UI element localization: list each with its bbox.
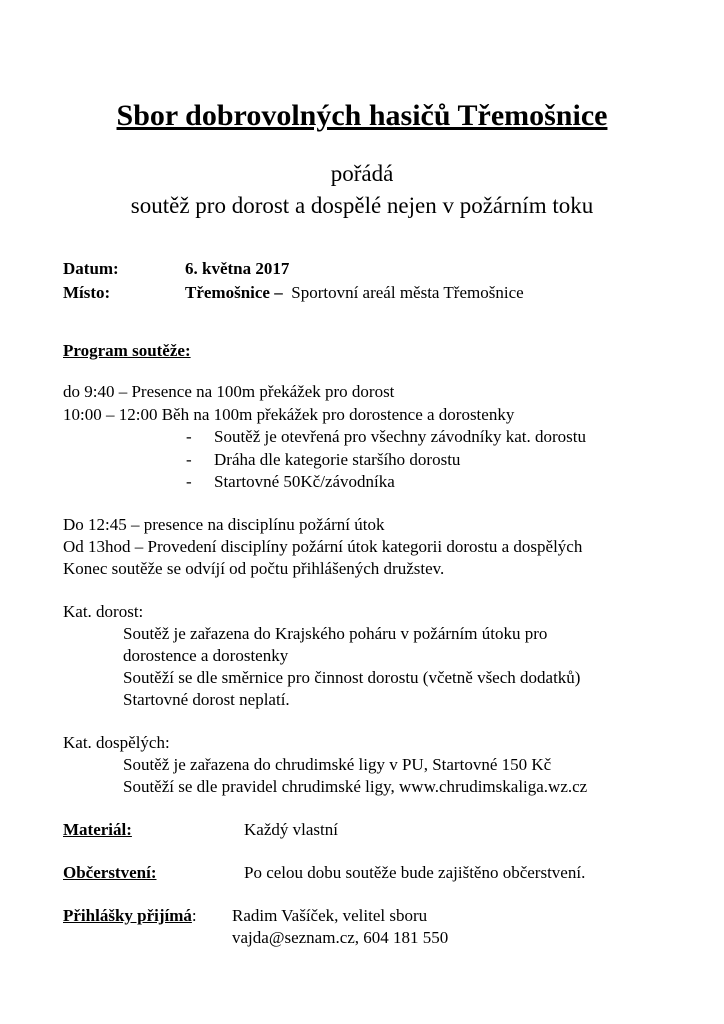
program-line: Od 13hod – Provedení disciplíny požární útok kategorii dorostu a dospělých xyxy=(63,537,583,556)
kat-dorost-line: dorostence a dorostenky xyxy=(123,646,289,665)
registration-label-row xyxy=(63,905,197,927)
refreshment-value: Po celou dobu soutěže bude zajištěno občerstvení. xyxy=(244,863,586,882)
place-value: Sportovní areál města Třemošnice xyxy=(291,283,524,302)
date-value: 6. května 2017 xyxy=(185,259,290,278)
bullet-mark: - xyxy=(186,450,192,469)
place-row xyxy=(185,282,524,304)
material-value: Každý vlastní xyxy=(244,820,338,839)
kat-dospelych-line: Soutěží se dle pravidel chrudimské ligy, www.chrudimskaliga.wz.cz xyxy=(123,777,588,796)
kat-dorost-heading: Kat. dorost: xyxy=(63,602,144,621)
program-bullet: Soutěž je otevřená pro všechny závodníky kat. dorostu xyxy=(214,427,587,446)
refreshment-label: Občerstvení: xyxy=(63,863,157,882)
registration-contact-name: Radim Vašíček, velitel sboru xyxy=(232,906,428,925)
registration-colon: : xyxy=(191,906,197,925)
program-heading: Program soutěže: xyxy=(63,341,191,360)
kat-dorost-line: Soutěží se dle směrnice pro činnost dorostu (včetně všech dodatků) xyxy=(123,668,581,687)
place-label: Místo: xyxy=(63,283,111,302)
program-bullet: Dráha dle kategorie staršího dorostu xyxy=(214,450,461,469)
registration-contact-info: vajda@seznam.cz, 604 181 550 xyxy=(232,928,449,947)
program-line: do 9:40 – Presence na 100m překážek pro dorost xyxy=(63,382,395,401)
date-label: Datum: xyxy=(63,259,119,278)
program-line: Konec soutěže se odvíjí od počtu přihlášených družstev. xyxy=(63,559,445,578)
kat-dorost-line: Startovné dorost neplatí. xyxy=(123,690,290,709)
place-town: Třemošnice – xyxy=(185,283,283,302)
kat-dospelych-heading: Kat. dospělých: xyxy=(63,733,170,752)
kat-dorost-line: Soutěž je zařazena do Krajského poháru v požárním útoku pro xyxy=(123,624,548,643)
material-label: Materiál: xyxy=(63,820,132,839)
program-line: 10:00 – 12:00 Běh na 100m překážek pro dorostence a dorostenky xyxy=(63,405,515,424)
kat-dospelych-line: Soutěž je zařazena do chrudimské ligy v PU, Startovné 150 Kč xyxy=(123,755,552,774)
program-bullet: Startovné 50Kč/závodníka xyxy=(214,472,395,491)
page-title: Sbor dobrovolných hasičů Třemošnice xyxy=(116,99,608,132)
bullet-mark: - xyxy=(186,472,192,491)
bullet-mark: - xyxy=(186,427,192,446)
registration-label: Přihlášky přijímá xyxy=(63,906,192,925)
program-line: Do 12:45 – presence na disciplínu požární útok xyxy=(63,515,385,534)
subtitle-competition: soutěž pro dorost a dospělé nejen v požárním toku xyxy=(130,193,594,218)
subtitle-organizes: pořádá xyxy=(330,161,394,186)
